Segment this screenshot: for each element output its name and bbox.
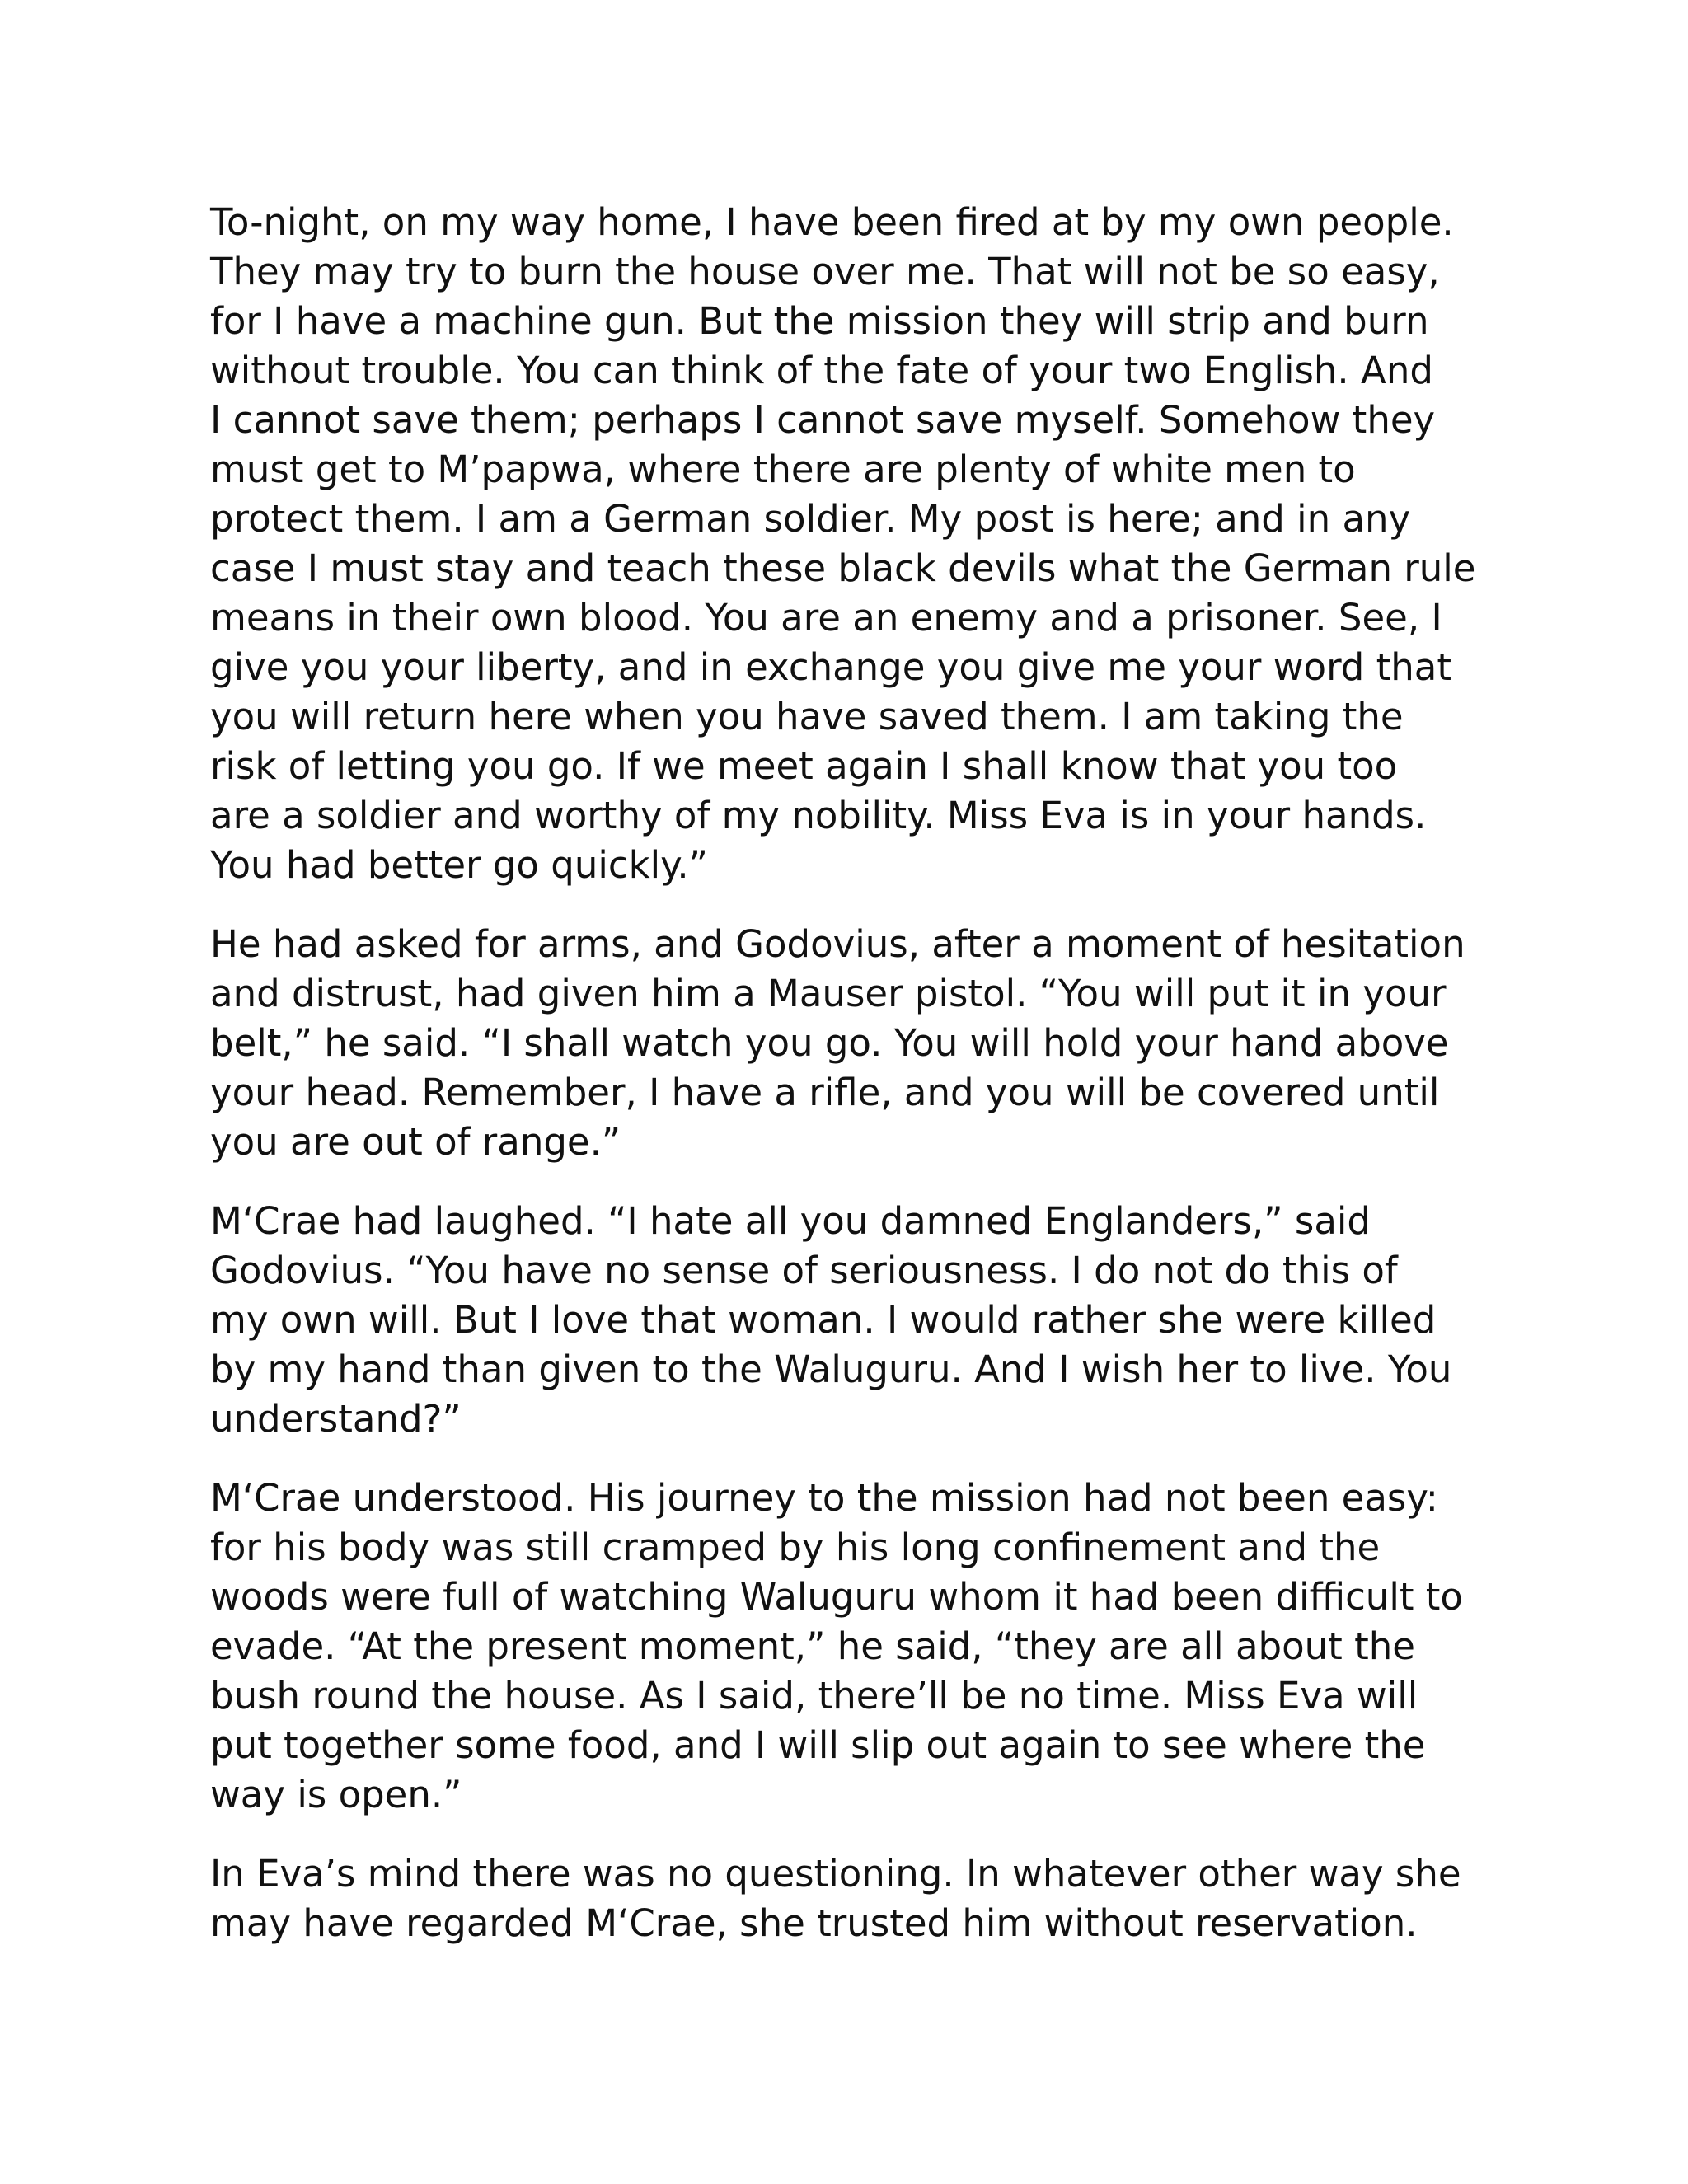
paragraph-4: M‘Crae understood. His journey to the mission had not been easy: for his body was still cramped by his long confinement and the woods were full of watching Waluguru whom it had been difficult to evade. “At the present moment,” he said, “they are all about the bush round the house. As I said, there’ll be no time. Miss Eva will put together some food, and I will slip out again to see where the way is open.” [210, 1476, 1463, 1816]
paragraph-1: To-night, on my way home, I have been fired at by my own people. They may try to burn the house over me. That will not be so easy, for I have a machine gun. But the mission they will strip and burn without trouble. You can think of the fate of your two English. And I cannot save them; perhaps I cannot save myself. Somehow they must get to M’papwa, where there are plenty of white men to protect them. I am a German soldier. My post is here; and in any case I must stay and teach these black devils what the German rule means in their own blood. You are an enemy and a prisoner. See, I give you your liberty, and in exchange you give me your word that you will return here when you have saved them. I am taking the risk of letting you go. If we meet again I shall know that you too are a soldier and worthy of my nobility. Miss Eva is in your hands. You had better go quickly.” [210, 200, 1476, 887]
paragraph-2: He had asked for arms, and Godovius, after a moment of hesitation and distrust, had given him a Mauser pistol. “You will put it in your belt,” he said. “I shall watch you go. You will hold your hand above your head. Remember, I have a rifle, and you will be covered until you are out of range.” [210, 922, 1465, 1164]
paragraph-5: In Eva’s mind there was no questioning. In whatever other way she may have regarded M‘Crae, she trusted him without reservation. [210, 1852, 1461, 1945]
document-page [210, 198, 1496, 1978]
paragraph-3: M‘Crae had laughed. “I hate all you damned Englanders,” said Godovius. “You have no sense of seriousness. I do not do this of my own will. But I love that woman. I would rather she were killed by my hand than given to the Waluguru. And I wish her to live. You understand?” [210, 1199, 1452, 1441]
